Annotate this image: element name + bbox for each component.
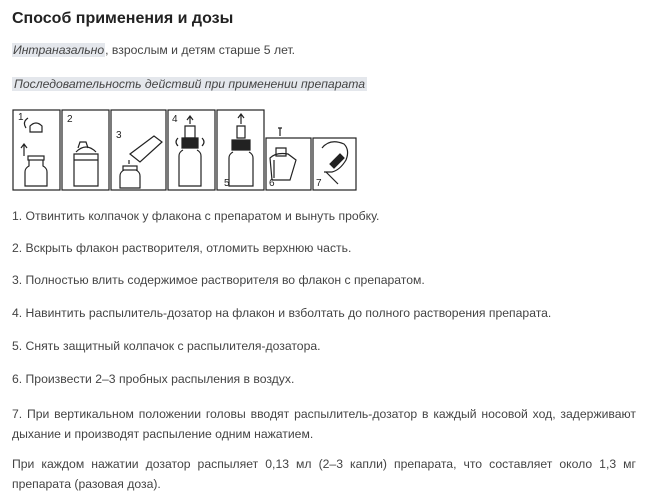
panel-5-nozzle (237, 126, 245, 138)
sequence-heading: Последовательность действий при применении препарата (14, 77, 366, 91)
panel-4-up-arrow (187, 116, 193, 124)
panel-1-arrow (24, 118, 28, 128)
step-item: 3. Полностью влить содержимое растворителя во флакон с препаратом. (12, 273, 425, 287)
step-item: 2. Вскрыть флакон растворителя, отломить верхнюю часть. (12, 241, 352, 255)
panel-4-sprayer (185, 126, 195, 138)
panel-3-frame (111, 110, 166, 190)
panel-number: 7 (316, 178, 322, 189)
panel-1-cap (30, 123, 42, 132)
panel-1-vial (25, 160, 47, 186)
panel-1-up-arrow (21, 144, 27, 156)
instruction-illustration-svg (12, 108, 357, 192)
step-item: 4. Навинтить распылитель-дозатор на флакон и взболтать до полного растворения препарата. (12, 306, 552, 320)
panel-3-neck (123, 166, 137, 170)
panel-6-nozzle (278, 128, 282, 136)
step-item: 1. Отвинтить колпачок у флакона с препаратом и вынуть пробку. (12, 209, 380, 223)
panel-number: 3 (116, 130, 122, 141)
panel-7-hand (326, 172, 338, 184)
dose-note: При каждом нажатии дозатор распыляет 0,13 мл (2–3 капли) препарата, что составляет около 1,3 мг препарата (разовая доза). (12, 457, 636, 491)
section-title: Способ применения и дозы (12, 10, 234, 27)
panel-number: 6 (269, 178, 275, 189)
panel-number: 4 (172, 114, 178, 125)
panel-number: 5 (224, 178, 230, 189)
panel-5-vial (229, 152, 253, 186)
route-highlight: Интраназально (13, 43, 105, 57)
route-rest: , взрослым и детям старше 5 лет. (105, 43, 296, 57)
panel-2-arrow (76, 147, 96, 152)
panel-5-up-arrow (238, 114, 244, 124)
panel-number: 1 (18, 112, 24, 123)
panel-3-pouring-ampoule (130, 136, 162, 162)
route-line (12, 42, 295, 58)
panel-1-stopper (28, 156, 44, 160)
panel-5-collar (232, 140, 250, 150)
sequence-heading-line (12, 76, 367, 92)
panel-6-sprayer (276, 148, 286, 156)
panel-2-ampoule (74, 154, 98, 186)
instruction-illustration (12, 108, 357, 192)
step-item: 7. При вертикальном положении головы вводят распылитель-дозатор в каждый носовой ход, задерживают дыхание и производят распыление одним нажатием. (12, 407, 636, 441)
panel-3-vial (120, 170, 140, 188)
panel-4-collar (182, 138, 198, 148)
step-item: 6. Произвести 2–3 пробных распыления в воздух. (12, 372, 295, 386)
step-item: 5. Снять защитный колпачок с распылителя-дозатора. (12, 339, 321, 353)
panel-4-vial (179, 150, 201, 186)
panel-number: 2 (67, 114, 73, 125)
